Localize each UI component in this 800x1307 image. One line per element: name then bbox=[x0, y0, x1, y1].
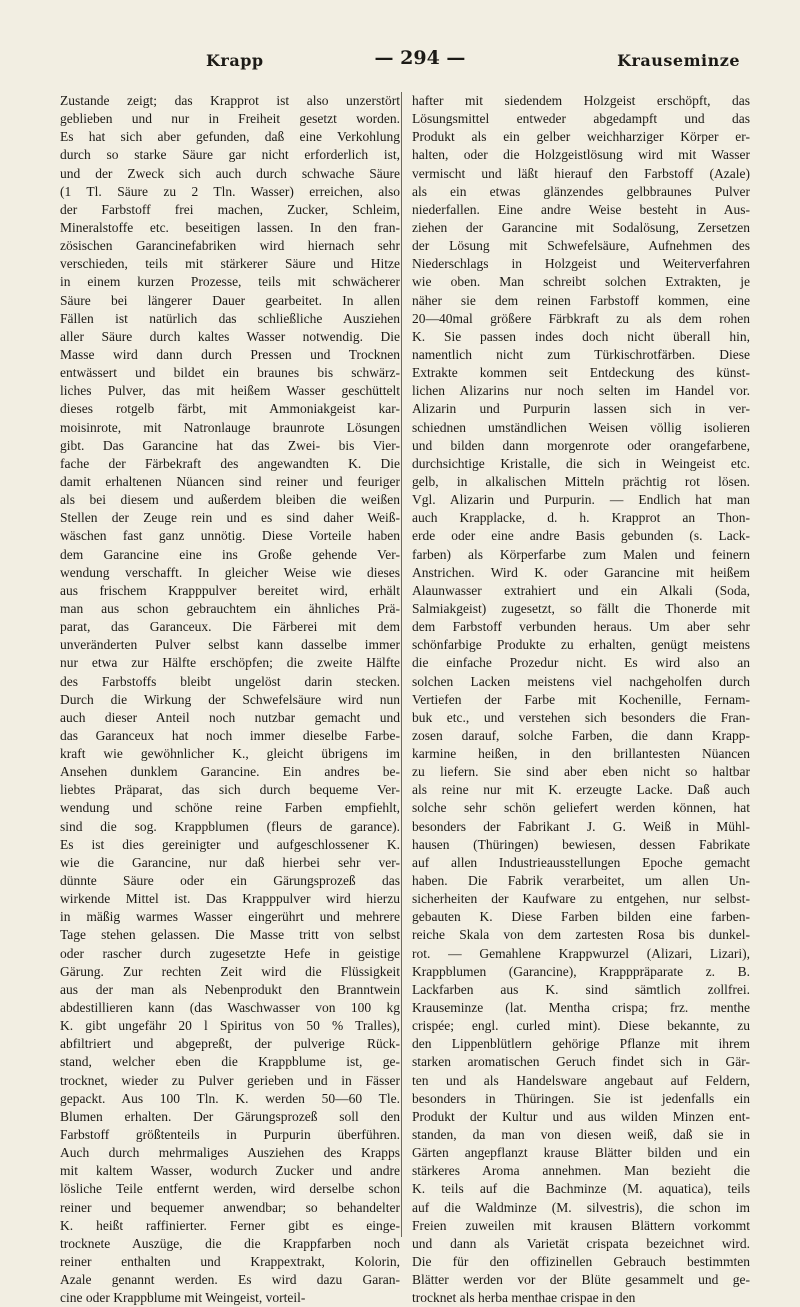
text-line: Es hat sich aber gefunden, daß eine Verkohlung bbox=[60, 129, 400, 145]
right-text-column bbox=[412, 92, 750, 1307]
text-line: aus der man als Nebenprodukt den Branntwein bbox=[60, 981, 400, 997]
text-line: geblieben und nur in Freiheit gesetzt worden. bbox=[60, 111, 400, 127]
text-line: haben. Die Fabrik verarbeitet, um allen Un- bbox=[412, 873, 750, 889]
text-line: in einem kurzen Prozesse, teils mit schwächerer bbox=[60, 274, 400, 290]
text-line: Azale genannt werden. Es wird dazu Garan- bbox=[60, 1272, 400, 1288]
text-line: Es ist dies gereinigter und aufgeschlossener K. bbox=[60, 836, 400, 852]
text-line: wie oben. Man schreibt solchen Extrakten, je bbox=[412, 274, 750, 290]
text-line: Auch durch mehrmaliges Ausziehen des Krapps bbox=[60, 1145, 400, 1161]
text-line: reiche Skala von dem zartesten Rosa bis dunkel- bbox=[412, 927, 750, 943]
text-line: wendung und schöne reine Farben empfiehlt, bbox=[60, 800, 400, 816]
text-line: zu liefern. Sie sind aber eben nicht so haltbar bbox=[412, 764, 750, 780]
text-line: gebauten K. Diese Farben bilden eine farben- bbox=[412, 909, 750, 925]
text-line: Salmiakgeist) zugesetzt, so fällt die Thonerde mit bbox=[412, 600, 750, 616]
text-line: und der Zweck sich auch durch schwache Säure bbox=[60, 165, 400, 181]
text-line: stärkeres Aroma annehmen. Man bezieht die bbox=[412, 1163, 750, 1179]
text-line: zösischen Garancinefabriken wird hiernach sehr bbox=[60, 238, 400, 254]
text-line: reiner enthalten und Krappextrakt, Kolorin, bbox=[60, 1254, 400, 1269]
text-line: (1 Tl. Säure zu 2 Tln. Wasser) erreichen, also bbox=[60, 183, 400, 199]
text-line: Stellen der Zeuge rein und es sind daher Weiß- bbox=[60, 510, 400, 526]
page-header bbox=[60, 47, 760, 73]
text-line: vermischt und läßt hierauf den Farbstoff (Azale) bbox=[412, 165, 750, 181]
text-line: wirkende Mittel ist. Das Krapppulver wird hierzu bbox=[60, 891, 400, 907]
text-line: als ein etwas glänzendes gelbbraunes Pulver bbox=[412, 183, 750, 199]
text-line: sicherheiten der Kaufware zu entgehen, nur selbst- bbox=[412, 891, 750, 907]
text-line: solchen Lacken meistens viel nachgeholfen durch bbox=[412, 673, 750, 689]
text-line: Vgl. Alizarin und Purpurin. — Endlich hat man bbox=[412, 492, 750, 508]
text-line: fache der Färbekraft des angewandten K. Die bbox=[60, 455, 400, 471]
text-line: durch so starke Säure gar nicht erforderlich ist, bbox=[60, 147, 400, 163]
text-line: in mäßig warmes Wasser eingerührt und mehrere bbox=[60, 909, 400, 925]
text-line: als reine nur mit K. erzeugte Lacke. Daß auch bbox=[412, 782, 750, 798]
text-line: Extrakte kommen seit Entdeckung des künst- bbox=[412, 365, 750, 381]
text-line: auf die Waldminze (M. silvestris), die schon im bbox=[412, 1199, 750, 1215]
text-line: karmine heißen, in den brillantesten Nüancen bbox=[412, 746, 750, 762]
text-line: lösliche Teile entfernt werden, wird derselbe schon bbox=[60, 1181, 400, 1197]
text-line: Alaunwasser extrahiert und ein Alkali (Soda, bbox=[412, 582, 750, 598]
text-line: Lösungsmittel entweder abgedampft und das bbox=[412, 111, 750, 127]
text-line: lichen Alizarins nur noch selten im Handel vor. bbox=[412, 383, 750, 399]
text-line: abdestillieren kann (das Waschwasser von 100 kg bbox=[60, 1000, 400, 1016]
text-line: Tage stehen gelassen. Die Masse tritt von selbst bbox=[60, 927, 400, 943]
text-line: schönfarbige Produkte zu erhalten, genügt meistens bbox=[412, 637, 750, 653]
text-line: Alizarin und Purpurin lassen sich in ver- bbox=[412, 401, 750, 417]
text-line: verschieden, teils mit stärkerer Säure und Hitze bbox=[60, 256, 400, 272]
text-line: trocknete Auszüge, die die Krappfarben noch bbox=[60, 1235, 400, 1251]
text-line: 20—40mal größere Färbkraft zu als dem rohen bbox=[412, 310, 750, 326]
text-line: Durch die Wirkung der Schwefelsäure wird nun bbox=[60, 691, 400, 707]
text-line: Blätter werden vor der Blüte gesammelt und ge- bbox=[412, 1272, 750, 1288]
text-line: dem Garancine eine ins Große gehende Ver- bbox=[60, 546, 400, 562]
text-line: Lackfarben aus K. sind sämtlich zollfrei. bbox=[412, 981, 750, 997]
text-line: K. gibt ungefähr 20 l Spiritus von 50 % Tralles), bbox=[60, 1018, 400, 1034]
text-line: wie die Garancine, nur daß hierbei sehr ver- bbox=[60, 854, 400, 870]
text-line: wäschen fast ganz unnötig. Diese Vorteile haben bbox=[60, 528, 400, 544]
text-line: Zustande zeigt; das Krapprot ist also unzerstört bbox=[60, 93, 400, 108]
text-line: besonders der Fabrikant J. G. Weiß in Mühl- bbox=[412, 818, 750, 834]
text-line: Produkt als ein gelber weichharziger Körper er- bbox=[412, 129, 750, 145]
left-text-column bbox=[60, 92, 400, 1307]
text-line: näher sie dem reinen Farbstoff kommen, eine bbox=[412, 292, 750, 308]
text-line: Niederschlags in Holzgeist und Weiterverfahren bbox=[412, 256, 750, 272]
text-line: besonders in Thüringen. Sie ist jedenfalls ein bbox=[412, 1090, 750, 1106]
text-line: crispée; engl. curled mint). Diese bekannte, zu bbox=[412, 1018, 750, 1034]
text-line: entwässert und bildet ein braunes bis schwärz- bbox=[60, 365, 400, 381]
text-line: namentlich nicht zum Türkischrotfärben. Diese bbox=[412, 346, 750, 362]
text-line: der Lösung mit Schwefelsäure, Aufnehmen des bbox=[412, 238, 750, 254]
text-line: halten, oder die Holzgeistlösung wird mit Wasser bbox=[412, 147, 750, 163]
text-line: aus frischem Krapppulver bereitet wird, erhält bbox=[60, 582, 400, 598]
text-line: nur etwa zur Hälfte erschöpfen; die zweite Hälfte bbox=[60, 655, 400, 671]
text-line: auf allen Industrieausstellungen Epoche gemacht bbox=[412, 854, 750, 870]
text-line: Säure bei längerer Dauer gearbeitet. In allen bbox=[60, 292, 400, 308]
text-line: parat, das Garanceux. Die Färberei mit dem bbox=[60, 619, 400, 635]
text-line: niederfallen. Eine andre Weise besteht in Aus- bbox=[412, 201, 750, 217]
text-line: mit kaltem Wasser, wodurch Zucker und andre bbox=[60, 1163, 400, 1179]
text-line: trocknet als herba menthae crispae in den bbox=[412, 1290, 636, 1306]
text-line: gibt. Das Garancine hat das Zwei- bis Vier- bbox=[60, 437, 400, 453]
text-line: das Garanceux hat noch immer dieselbe Farbe- bbox=[60, 727, 400, 743]
text-line: wendung verschafft. In gleicher Weise wie dieses bbox=[60, 564, 400, 580]
text-line: Gärung. Zur rechten Zeit wird die Flüssigkeit bbox=[60, 963, 400, 979]
text-line: trocknet, wieder zu Pulver gerieben und in Fässer bbox=[60, 1072, 400, 1088]
text-line: Freien zuweilen mit krausen Blättern vorkommt bbox=[412, 1217, 750, 1233]
text-line: K. heißt raffinierter. Ferner gibt es einge- bbox=[60, 1217, 400, 1233]
text-line: Krauseminze (lat. Mentha crispa; frz. menthe bbox=[412, 1000, 750, 1016]
text-line: Masse wird dann durch Pressen und Trocknen bbox=[60, 346, 400, 362]
text-line: Farbstoff größtenteils in Purpurin überführen. bbox=[60, 1127, 400, 1143]
text-line: starken aromatischen Geruch findet sich in Gär- bbox=[412, 1054, 750, 1070]
text-line: die einfache Prozedur nicht. Es wird also an bbox=[412, 655, 750, 671]
text-line: dieses rotgelb färbt, mit Ammoniakgeist kar- bbox=[60, 401, 400, 417]
text-line: und dann als Varietät crispata bezeichnet wird. bbox=[412, 1235, 750, 1251]
text-line: stand, welcher eben die Krappblume ist, ge- bbox=[60, 1054, 400, 1070]
text-line: liches Pulver, das mit heißem Wasser geschüttelt bbox=[60, 383, 400, 399]
text-line: standen, da man von diesen weiß, daß sie in bbox=[412, 1127, 750, 1143]
text-line: aller Säure durch kaltes Wasser notwendig. Die bbox=[60, 328, 400, 344]
text-line: K. Sie passen indes doch nicht überall hin, bbox=[412, 328, 750, 344]
text-line: erde oder eine andre Basis gebunden (s. Lack- bbox=[412, 528, 750, 544]
text-line: der Farbstoff frei machen, Zucker, Schleim, bbox=[60, 201, 400, 217]
page-number: — 294 — bbox=[374, 47, 466, 69]
text-line: damit erhaltenen Nüancen sind reiner und feuriger bbox=[60, 473, 400, 489]
text-line: K. teils auf die Bachminze (M. aquatica), teils bbox=[412, 1181, 750, 1197]
text-line: auch dieser Anteil noch nutzbar gemacht und bbox=[60, 709, 400, 725]
text-line: Gärten angepflanzt krause Blätter bilden und ein bbox=[412, 1145, 750, 1161]
text-line: unveränderten Pulver selbst kann dasselbe immer bbox=[60, 637, 400, 653]
text-line: Vertiefen der Farbe mit Kochenille, Fernam- bbox=[412, 691, 750, 707]
text-line: und bilden dann morgenrote oder orangefarbene, bbox=[412, 437, 750, 453]
text-line: Krappblumen (Garancine), Krapppräparate z. B. bbox=[412, 963, 750, 979]
text-line: durchsichtige Kristalle, die sich in Weingeist etc. bbox=[412, 455, 750, 471]
text-line: cine oder Krappblume mit Weingeist, vorteil- bbox=[60, 1290, 306, 1306]
text-line: des Farbstoffs bleibt ungelöst darin stecken. bbox=[60, 673, 400, 689]
text-line: den Lippenblütlern gehörige Pflanze mit ihrem bbox=[412, 1036, 750, 1052]
text-line: gepackt. Aus 100 Tln. K. werden 50—60 Tle. bbox=[60, 1090, 400, 1106]
text-line: schiednen umständlichen Weisen völlig isolieren bbox=[412, 419, 750, 435]
text-line: liebtes Präparat, das sich durch bequeme Ver- bbox=[60, 782, 400, 798]
text-line: rot. — Gemahlene Krappwurzel (Alizari, Lizari), bbox=[412, 945, 750, 961]
text-line: moisinrote, mit Natronlauge braunrote Lösungen bbox=[60, 419, 400, 435]
text-line: man aus schon gebrauchtem ein ähnliches Prä- bbox=[60, 600, 400, 616]
column-divider bbox=[401, 92, 402, 1237]
text-line: reiner und bequemer anwendbar; so behandelter bbox=[60, 1199, 400, 1215]
text-line: Die für den offizinellen Gebrauch bestimmten bbox=[412, 1254, 750, 1269]
text-line: dünnte Säure oder ein Gärungsprozeß das bbox=[60, 873, 400, 889]
text-line: gelb, in alkalischen Mitteln prächtig rot lösen. bbox=[412, 473, 750, 489]
text-line: ten und als Handelsware angebaut auf Feldern, bbox=[412, 1072, 750, 1088]
text-line: Produkt der Kultur und aus wilden Minzen ent- bbox=[412, 1108, 750, 1124]
text-line: dem Farbstoff verbunden heraus. Um aber sehr bbox=[412, 619, 750, 635]
text-line: als bei diesem und außerdem bleiben die weißen bbox=[60, 492, 400, 508]
text-line: farben) als Körperfarbe zum Malen und feinern bbox=[412, 546, 750, 562]
text-line: Fällen ist natürlich das schließliche Ausziehen bbox=[60, 310, 400, 326]
text-line: Anstrichen. Wird K. oder Garancine mit heißem bbox=[412, 564, 750, 580]
text-line: buk etc., und verstehen sich besonders die Fran- bbox=[412, 709, 750, 725]
text-line: hafter mit siedendem Holzgeist erschöpft, das bbox=[412, 93, 750, 108]
text-line: Blumen erhalten. Der Gärungsprozeß soll den bbox=[60, 1108, 400, 1124]
text-line: auch Krapplacke, d. h. Krapprot an Thon- bbox=[412, 510, 750, 526]
text-line: ziehen der Garancine mit Sodalösung, Zersetzen bbox=[412, 219, 750, 235]
text-line: zosen darauf, solche Farben, die dann Krapp- bbox=[412, 727, 750, 743]
text-line: hausen (Thüringen) bewiesen, dessen Fabrikate bbox=[412, 836, 750, 852]
text-line: oder rascher durch zugesetzte Hefe in geistige bbox=[60, 945, 400, 961]
text-line: solche sehr schön geliefert werden können, hat bbox=[412, 800, 750, 816]
header-right-keyword: Krauseminze bbox=[617, 51, 740, 70]
text-line: Ansehen dunklem Garancine. Ein andres be- bbox=[60, 764, 400, 780]
header-left-keyword: Krapp bbox=[206, 51, 264, 70]
text-line: kraft wie gewöhnlicher K., gleicht übrigens im bbox=[60, 746, 400, 762]
text-line: abfiltriert und abgepreßt, der pulverige Rück- bbox=[60, 1036, 400, 1052]
text-line: sind die sog. Krappblumen (fleurs de garance). bbox=[60, 818, 400, 834]
text-line: Mineralstoffe etc. beseitigen lassen. In den fran- bbox=[60, 219, 400, 235]
